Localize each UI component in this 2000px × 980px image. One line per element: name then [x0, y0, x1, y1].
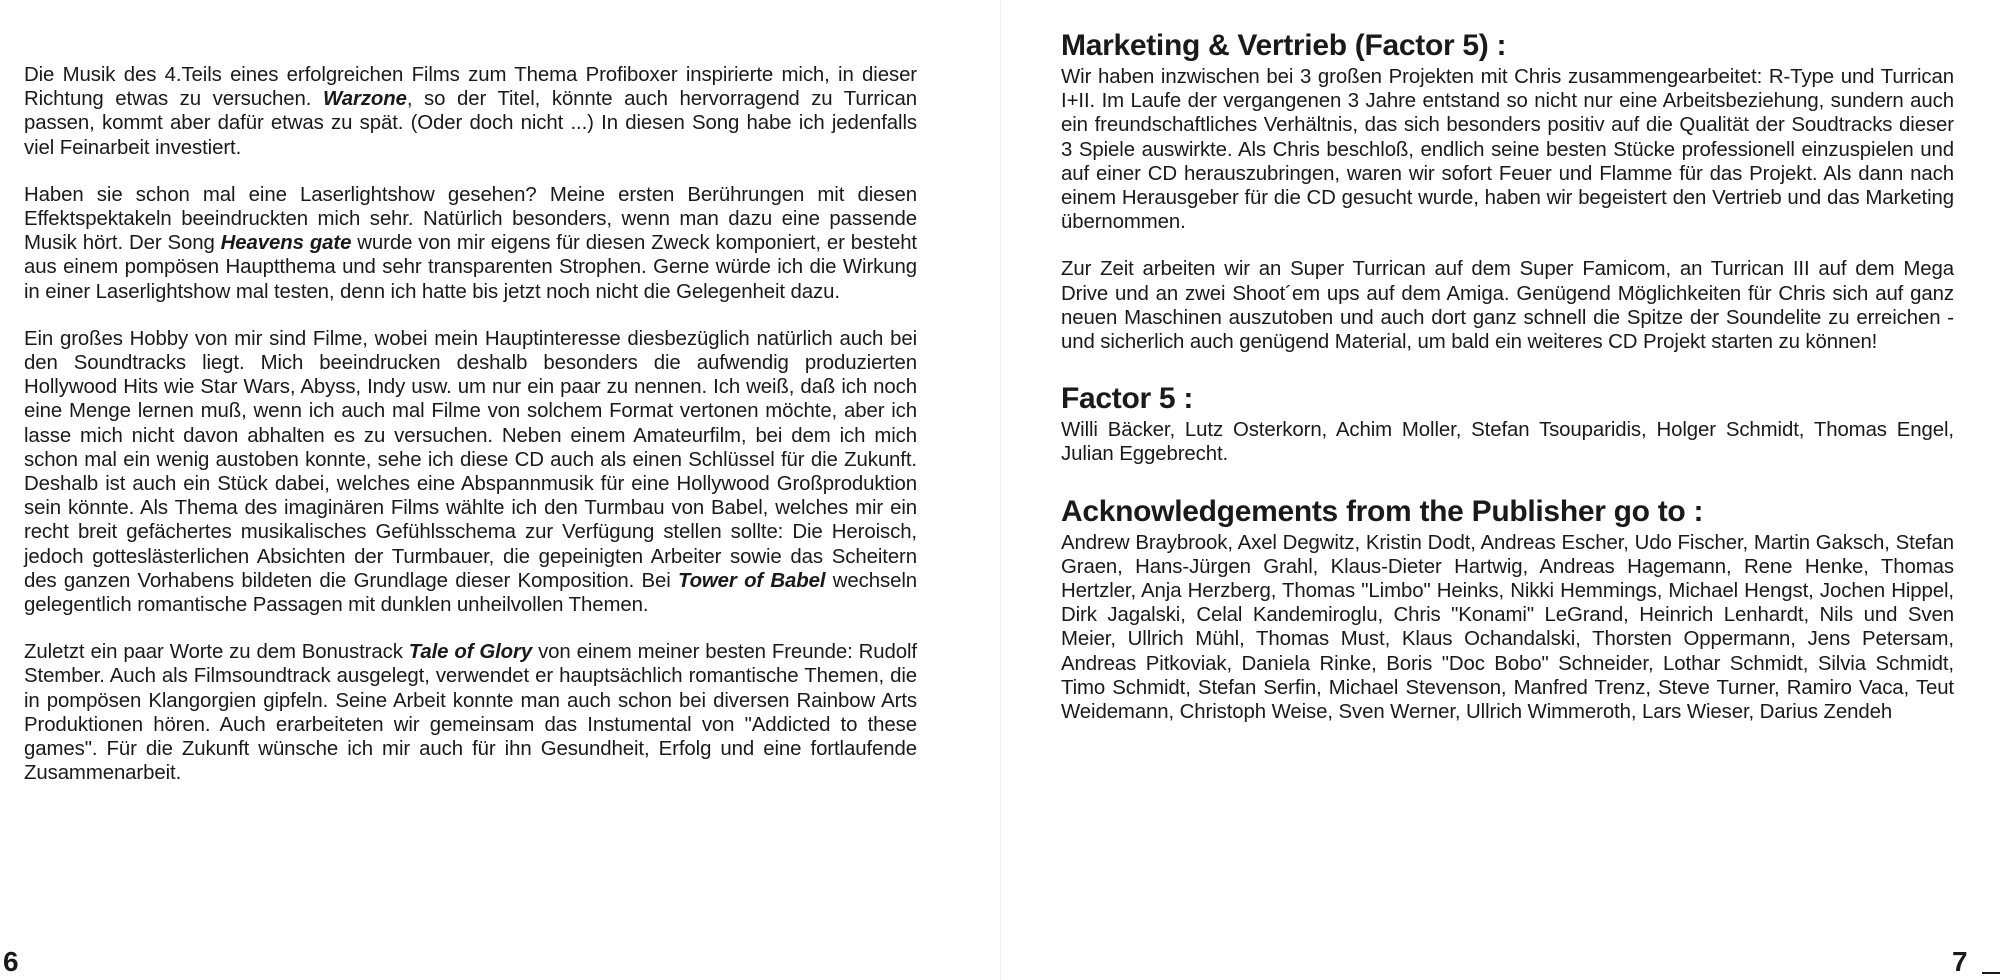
paragraph-factor5-members: Willi Bäcker, Lutz Osterkorn, Achim Moller, Stefan Tsouparidis, Holger Schmidt, Thomas Engel, Julian Eggebrecht.	[1061, 419, 1954, 466]
right-page	[1000, 0, 2000, 980]
heading-marketing: Marketing & Vertrieb (Factor 5) :	[1061, 29, 1507, 62]
page-number-left: 6	[3, 946, 19, 977]
paragraph-tale-of-glory: Zuletzt ein paar Worte zu dem Bonustrack Tale of Glory von einem meiner besten Freunde: Rudolf Stember. Auch als Filmsoundtrack ausgelegt, verwendet er hauptsächlich romantische Themen, die in pompösen Klangorgien gipfeln. Seine Arbeit konnte man auch schon bei diversen Rainbow Arts Produktionen hören. Auch erarbeiteten wir gemeinsam das Instumental von "Addicted to these games". Für die Zukunft wünsche ich mir auch für ihn Gesundheit, Erfolg und eine fortlaufende Zusammenarbeit.	[24, 641, 917, 785]
paragraph-marketing-2: Zur Zeit arbeiten wir an Super Turrican auf dem Super Famicom, an Turrican III auf dem Mega Drive und an zwei Shoot´em ups auf dem Amiga. Genügend Möglichkeiten für Chris sich auf ganz neuen Maschinen auszutoben und auch dort ganz schnell die Spitze der Soundelite zu erreichen - und sicherlich auch genügend Material, um bald ein weiteres CD Projekt starten zu können!	[1061, 258, 1954, 354]
track-title-heavens-gate: Heavens gate	[220, 232, 352, 255]
left-column	[24, 63, 917, 808]
page-number-right: 7	[1952, 946, 1968, 977]
paragraph-tower-of-babel: Ein großes Hobby von mir sind Filme, wobei mein Hauptinteresse diesbezüglich natürlich auch bei den Soundtracks liegt. Mich beeindrucken deshalb besonders die aufwendig produzierten Hollywood Hits wie Star Wars, Abyss, Indy usw. um nur ein paar zu nennen. Ich weiß, daß ich noch eine Menge lernen muß, wenn ich auch mal Filme von solchem Format vertonen möchte, aber ich lasse mich nicht davon abhalten es zu versuchen. Neben einem Amateurfilm, bei dem ich mich schon mal ein wenig austoben konnte, sehe ich diese CD auch als einen Schlüssel für die Zukunft. Deshalb ist auch ein Stück dabei, welches eine Abspannmusik für eine Hollywood Großproduktion sein könnte. Als Thema des imaginären Films wählte ich den Turmbau von Babel, welches mir ein recht breit gefächertes musikalisches Gefühlsschema zur Verfügung stellen sollte: Die Heroisch, jedoch gotteslästerlichen Absichten der Turmbauer, die gepeinigten Arbeiter sowie das Scheitern des ganzen Vorhabens bildeten die Grundlage dieser Komposition. Bei Tower of Babel wechseln gelegentlich romantische Passagen mit dunklen unheilvollen Themen.	[24, 327, 917, 617]
paragraph-marketing-1: Wir haben inzwischen bei 3 großen Projekten mit Chris zusammengearbeitet: R-Type und Turrican I+II. Im Laufe der vergangenen 3 Jahre entstand so nicht nur eine Arbeitsbeziehung, sundern auch ein freundschaftliches Verhältnis, das sich besonders positiv auf die Qualität der Soudtracks dieser 3 Spiele auswirkte. Als Chris beschloß, endlich seine besten Stücke professionell einzuspielen und auf einer CD herauszubringen, waren wir sofort Feuer und Flamme für das Projekt. Als dann nach einem Herausgeber für die CD gesucht wurde, haben wir begeistert den Vertrieb und das Marketing übernommen.	[1061, 66, 1954, 234]
heading-factor5: Factor 5 :	[1061, 382, 1194, 416]
heading-acknowledgements: Acknowledgements from the Publisher go to :	[1061, 494, 1704, 528]
paragraph-warzone: Die Musik des 4.Teils eines erfolgreichen Films zum Thema Profiboxer inspirierte mich, in dieser Richtung etwas zu versuchen. Warzone, so der Titel, könnte auch hervorragend zu Turrican passen, kommt aber dafür etwas zu spät. (Oder doch nicht ...) In diesen Song habe ich jedenfalls viel Feinarbeit investiert.	[24, 64, 917, 159]
paragraph-heavens-gate: Haben sie schon mal eine Laserlightshow gesehen? Meine ersten Berührungen mit diesen Effektspektakeln beeindruckten mich sehr. Natürlich besonders, wenn man dazu eine passende Musik hört. Der Song Heavens gate wurde von mir eigens für diesen Zweck komponiert, er besteht aus einem pompösen Hauptthema und sehr transparenten Strophen. Gerne würde ich die Wirkung in einer Laserlightshow mal testen, denn ich hatte bis jetzt noch nicht die Gelegenheit dazu.	[24, 183, 917, 303]
track-title-tower-of-babel: Tower of Babel	[677, 569, 826, 592]
paragraph-acknowledgements: Andrew Braybrook, Axel Degwitz, Kristin Dodt, Andreas Escher, Udo Fischer, Martin Gaksch, Stefan Graen, Hans-Jürgen Grahl, Klaus-Dieter Hartwig, Andreas Hagemann, Rene Henke, Thomas Hertzler, Anja Herzberg, Thomas "Limbo" Heinks, Nikki Hemmings, Michael Hengst, Jochen Hippel, Dirk Jagalski, Celal Kandemiroglu, Chris "Konami" LeGrand, Heinrich Lenhardt, Nils und Sven Meier, Ullrich Mühl, Thomas Must, Klaus Ochandalski, Thorsten Oppermann, Jens Petersam, Andreas Pitkoviak, Daniela Rinke, Boris "Doc Bobo" Schneider, Lothar Schmidt, Silvia Schmidt, Timo Schmidt, Stefan Serfin, Michael Stevenson, Manfred Trenz, Steve Turner, Ramiro Vaca, Teut Weidemann, Christoph Weise, Sven Werner, Ullrich Wimmeroth, Lars Wieser, Darius Zendeh	[1061, 531, 1954, 724]
right-column	[1061, 28, 1954, 751]
corner-mark	[1982, 972, 2000, 974]
track-title-tale-of-glory: Tale of Glory	[408, 641, 533, 664]
section-factor5	[1061, 381, 1954, 466]
section-marketing	[1061, 28, 1954, 354]
track-title-warzone: Warzone	[322, 88, 407, 111]
section-acknowledgements	[1061, 494, 1954, 725]
